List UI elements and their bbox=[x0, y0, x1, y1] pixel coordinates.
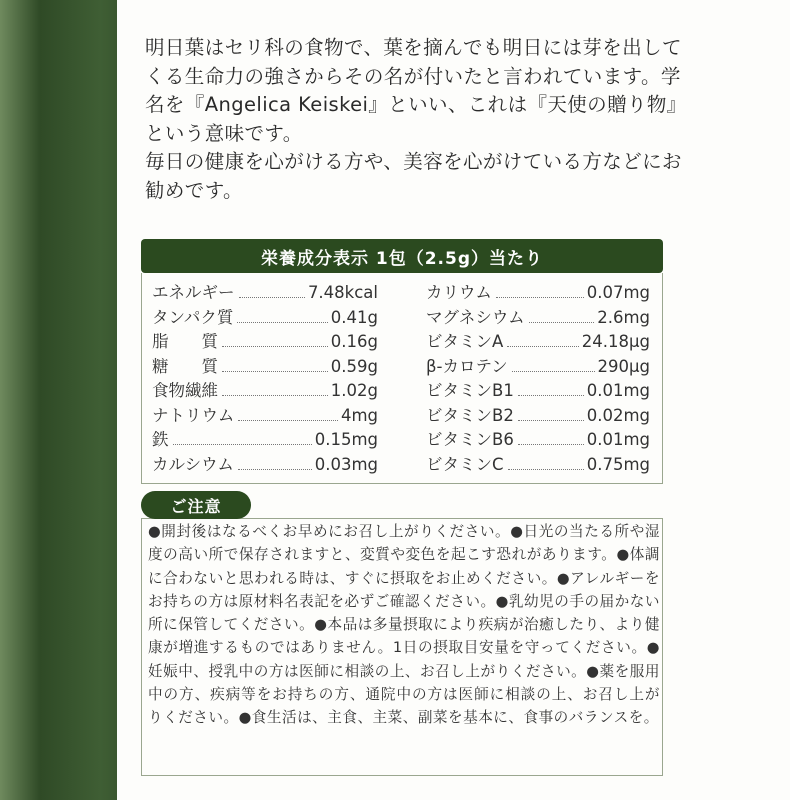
nutrition-row bbox=[152, 281, 378, 306]
nutrition-column-right bbox=[426, 281, 650, 477]
nutrition-row bbox=[426, 281, 650, 306]
nutrition-title: 栄養成分表示 1包（2.5g）当たり bbox=[141, 239, 663, 273]
description-paragraph-1: 明日葉はセリ科の食物で、葉を摘んでも明日には芽を出してくる生命力の強さからその名が付いたと言われています。学名を『Angelica Keiskei』といい、これは『天使の贈り物』という意味です。 bbox=[145, 36, 682, 145]
nutrient-value: 0.41g bbox=[330, 307, 378, 327]
nutrient-name: ビタミンC bbox=[426, 454, 504, 474]
nutrient-name: 食物繊維 bbox=[152, 381, 218, 400]
nutrition-row bbox=[426, 355, 650, 380]
right-edge-strip bbox=[790, 0, 800, 800]
nutrient-value: 4mg bbox=[340, 405, 378, 425]
nutrition-row bbox=[426, 404, 650, 429]
nutrition-row bbox=[426, 306, 650, 331]
nutrient-name: 脂 質 bbox=[152, 332, 218, 351]
nutrient-value: 0.15mg bbox=[314, 430, 378, 449]
nutrient-name: タンパク質 bbox=[152, 307, 234, 327]
nutrient-name: β-カロテン bbox=[426, 356, 508, 376]
description-paragraph-2: 毎日の健康を心がける方や、美容を心がけている方などにお勧めです。 bbox=[145, 150, 682, 202]
nutrient-name: ビタミンB6 bbox=[426, 430, 514, 449]
nutrient-value: 0.01mg bbox=[586, 381, 650, 400]
nutrient-value: 24.18μg bbox=[581, 332, 650, 351]
nutrient-value: 0.16g bbox=[330, 332, 378, 351]
caution-text: ●開封後はなるべくお早めにお召し上がりください。●日光の当たる所や湿度の高い所で保存されますと、変質や変色を起こす恐れがあります。●体調に合わないと思われる時は、すぐに摂取をお止めください。●アレルギーをお持ちの方は原材料名表記を必ずご確認ください。●乳幼児の手の届かない所に保管してください。●本品は多量摂取により疾病が治癒したり、より健康が増進するものではありません。1日の摂取目安量を守ってください。●妊娠中、授乳中の方は医師に相談の上、お召し上がりください。●薬を服用中の方、疾病等をお持ちの方、通院中の方は医師に相談の上、お召し上がりください。●食生活は、主食、主菜、副菜を基本に、食事のバランスを。 bbox=[148, 523, 660, 727]
nutrient-value: 2.6mg bbox=[597, 307, 650, 327]
product-description bbox=[145, 34, 685, 206]
nutrition-row bbox=[152, 330, 378, 355]
nutrient-value: 290μg bbox=[597, 356, 650, 376]
nutrient-value: 0.59g bbox=[330, 356, 378, 376]
nutrition-row bbox=[426, 453, 650, 478]
nutrition-row bbox=[426, 379, 650, 404]
nutrient-name: 糖 質 bbox=[152, 356, 218, 376]
nutrient-name: エネルギー bbox=[152, 283, 235, 302]
nutrition-row bbox=[426, 428, 650, 453]
nutrient-name: カルシウム bbox=[152, 454, 234, 474]
nutrient-value: 1.02g bbox=[330, 381, 378, 400]
nutrition-row bbox=[152, 404, 378, 429]
nutrient-name: 鉄 bbox=[152, 430, 169, 449]
nutrient-name: マグネシウム bbox=[426, 307, 525, 327]
nutrition-column-left bbox=[152, 281, 378, 477]
nutrient-name: ビタミンA bbox=[426, 332, 504, 351]
nutrient-value: 0.03mg bbox=[314, 454, 378, 474]
caution-title: ご注意 bbox=[141, 491, 251, 519]
nutrient-name: カリウム bbox=[426, 283, 492, 302]
nutrition-row bbox=[152, 428, 378, 453]
nutrition-row bbox=[426, 330, 650, 355]
nutrient-value: 0.07mg bbox=[586, 283, 650, 302]
nutrient-value: 0.01mg bbox=[586, 430, 650, 449]
nutrition-row bbox=[152, 306, 378, 331]
nutrient-value: 0.02mg bbox=[586, 405, 650, 425]
nutrition-row bbox=[152, 453, 378, 478]
nutrient-value: 0.75mg bbox=[586, 454, 650, 474]
nutrition-row bbox=[152, 379, 378, 404]
nutrition-row bbox=[152, 355, 378, 380]
nutrient-value: 7.48kcal bbox=[307, 283, 378, 302]
nutrient-name: ビタミンB1 bbox=[426, 381, 514, 400]
nutrient-name: ナトリウム bbox=[152, 405, 235, 425]
nutrient-name: ビタミンB2 bbox=[426, 405, 514, 425]
